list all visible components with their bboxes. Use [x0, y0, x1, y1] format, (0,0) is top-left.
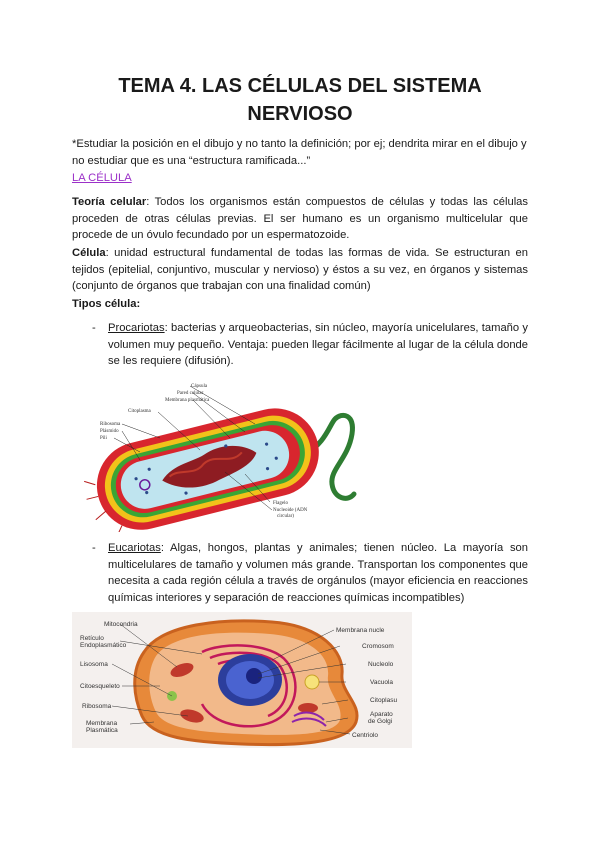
label-centriolo: Centriolo — [352, 732, 379, 739]
label-mitocondria: Mitocondria — [104, 621, 138, 628]
label-citoplasma: Citoplasma — [128, 409, 151, 414]
label-cromosoma: Cromosom — [362, 643, 394, 650]
label-membrana-plasmatica: Membrana plasmática — [165, 398, 210, 403]
celula-label: Célula — [72, 247, 106, 259]
label-lisosoma: Lisosoma — [80, 661, 108, 668]
page-title — [60, 72, 540, 128]
title-line-1: TEMA 4. LAS CÉLULAS DEL SISTEMA — [118, 75, 482, 97]
label-golgi-1: Aparato — [370, 711, 393, 718]
tipos-celula-heading: Tipos célula: — [72, 298, 141, 310]
label-membrana-1: Membrana — [86, 720, 118, 727]
study-note: *Estudiar la posición en el dibujo y no tanto la definición; por ej; dendrita mirar en el dibujo y no estudiar que es una “estructura ramificada...” — [72, 138, 527, 167]
label-pili: Pili — [100, 436, 107, 441]
label-pared-celular: Pared celular — [177, 391, 204, 396]
label-nucleoide-1: Nucleoide (ADN — [273, 508, 308, 513]
label-flagelo: Flagelo — [273, 501, 288, 506]
label-plasmido: Plásmido — [100, 429, 119, 434]
bullet: - — [92, 322, 96, 334]
label-reticulo-1: Retículo — [80, 635, 104, 642]
procariotas-term: Procariotas — [108, 322, 165, 334]
teoria-celular-paragraph — [72, 194, 528, 244]
list-item-procariotas — [92, 320, 528, 370]
teoria-celular-text: : Todos los organismos están compuestos de células y todas las células proceden de otras células previas. El ser humano es un organismo multicelular que procede de un óvulo fecundado por un espermatozoide. — [72, 196, 528, 241]
celula-text: : unidad estructural fundamental de todas las formas de vida. Se estructuran en tejidos (epitelial, conjuntivo, muscular y nervioso) y éstos a su vez, en órganos y sistemas (conjunto de órganos que trabajan con una finalidad común) — [72, 247, 528, 292]
label-nucleoide-2: circular) — [277, 514, 294, 519]
eucariotas-text: : Algas, hongos, plantas y animales; tienen núcleo. La mayoría son multicelulares de tamaño y volumen más grande. Transportan los componentes que necesita a cada región célula a través de orgánulos (mayor eficiencia en reacciones químicas interiores y separación de reacciones químicas incompatibles) — [108, 542, 528, 604]
label-ribosoma-euk: Ribosoma — [82, 703, 112, 710]
label-reticulo-2: Endoplasmático — [80, 642, 127, 649]
bullet: - — [92, 542, 96, 554]
label-citoplasma-euk: Citoplasu — [370, 697, 398, 704]
prokaryote-cell-figure — [80, 374, 380, 532]
eucariotas-term: Eucariotas — [108, 542, 161, 554]
label-membrana-nuclear: Membrana nucle — [336, 627, 385, 634]
eukaryote-cell-figure — [72, 612, 412, 748]
list-item-eucariotas — [92, 540, 528, 606]
title-line-2: NERVIOSO — [247, 103, 353, 125]
vacuole-shape — [305, 675, 319, 689]
celula-paragraph — [72, 245, 528, 295]
label-capsula: Cápsula — [191, 384, 208, 389]
label-citoesqueleto: Citoesqueleto — [80, 683, 120, 690]
label-nucleolo: Nucleolo — [368, 661, 394, 668]
label-vacuola: Vacuola — [370, 679, 394, 686]
teoria-celular-label: Teoría celular — [72, 196, 147, 208]
label-golgi-2: de Golgi — [368, 718, 393, 725]
label-membrana-2: Plasmática — [86, 727, 118, 734]
label-ribosoma: Ribosoma — [100, 422, 121, 427]
procariotas-text: : bacterias y arqueobacterias, sin núcleo, mayoría unicelulares, tamaño y volumen muy pequeño. Ventaja: pueden llegar fácilmente al lugar de la célula donde se les requiere (difusión). — [108, 322, 528, 367]
nucleolus-shape — [246, 668, 262, 684]
section-link-la-celula[interactable]: LA CÉLULA — [72, 172, 132, 184]
